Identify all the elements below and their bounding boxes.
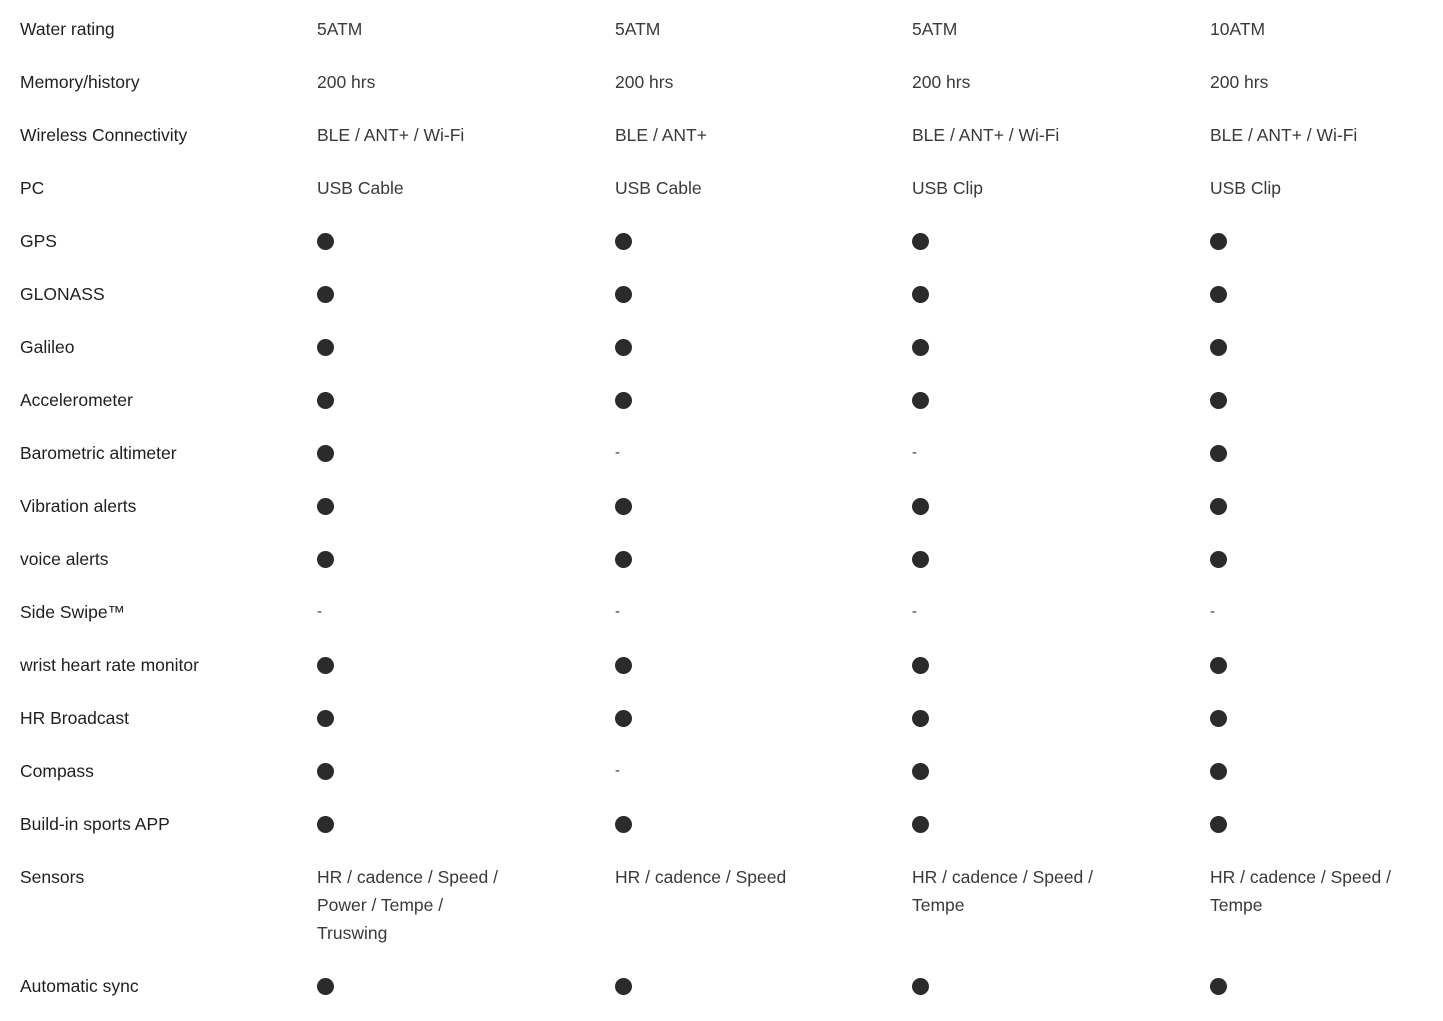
spec-label: Galileo — [20, 337, 75, 357]
filled-circle-icon — [317, 445, 334, 462]
feature-unsupported-dash: - — [1210, 603, 1215, 620]
spec-value: 200 hrs — [615, 72, 674, 92]
spec-value: BLE / ANT+ / Wi-Fi — [317, 125, 465, 145]
feature-unsupported-dash: - — [912, 444, 917, 461]
spec-label: Wireless Connectivity — [20, 125, 188, 145]
filled-circle-icon — [317, 657, 334, 674]
filled-circle-icon — [317, 763, 334, 780]
filled-circle-icon — [1210, 710, 1227, 727]
spec-label: voice alerts — [20, 549, 109, 569]
spec-label: Side Swipe™ — [20, 602, 126, 622]
spec-label: Sensors — [20, 867, 85, 887]
filled-circle-icon — [615, 392, 632, 409]
spec-value-line: HR / cadence / Speed / — [1210, 867, 1391, 887]
spec-label: GPS — [20, 231, 57, 251]
filled-circle-icon — [615, 498, 632, 515]
filled-circle-icon — [912, 551, 929, 568]
filled-circle-icon — [1210, 657, 1227, 674]
filled-circle-icon — [1210, 392, 1227, 409]
filled-circle-icon — [1210, 816, 1227, 833]
spec-label: PC — [20, 178, 45, 198]
spec-label: Automatic sync — [20, 976, 139, 996]
filled-circle-icon — [1210, 233, 1227, 250]
feature-unsupported-dash: - — [317, 603, 322, 620]
spec-value: 5ATM — [615, 19, 661, 39]
filled-circle-icon — [615, 339, 632, 356]
filled-circle-icon — [1210, 339, 1227, 356]
filled-circle-icon — [1210, 763, 1227, 780]
filled-circle-icon — [912, 978, 929, 995]
filled-circle-icon — [912, 710, 929, 727]
filled-circle-icon — [317, 286, 334, 303]
filled-circle-icon — [1210, 551, 1227, 568]
filled-circle-icon — [1210, 286, 1227, 303]
spec-value: 200 hrs — [912, 72, 971, 92]
spec-label: Build-in sports APP — [20, 814, 170, 834]
spec-label: Accelerometer — [20, 390, 133, 410]
filled-circle-icon — [317, 339, 334, 356]
spec-label: wrist heart rate monitor — [20, 655, 199, 675]
filled-circle-icon — [615, 551, 632, 568]
spec-value-line: Power / Tempe / — [317, 895, 444, 915]
filled-circle-icon — [615, 286, 632, 303]
feature-unsupported-dash: - — [615, 762, 620, 779]
feature-unsupported-dash: - — [615, 603, 620, 620]
spec-label: GLONASS — [20, 284, 105, 304]
filled-circle-icon — [912, 339, 929, 356]
filled-circle-icon — [615, 233, 632, 250]
filled-circle-icon — [912, 816, 929, 833]
spec-value-line: HR / cadence / Speed / — [317, 867, 498, 887]
spec-value-multiline — [912, 863, 1093, 919]
spec-value: 200 hrs — [317, 72, 376, 92]
spec-value: USB Cable — [317, 178, 404, 198]
spec-label: HR Broadcast — [20, 708, 129, 728]
spec-value: USB Clip — [1210, 178, 1281, 198]
filled-circle-icon — [317, 978, 334, 995]
spec-value-line: Tempe — [912, 895, 965, 915]
filled-circle-icon — [317, 551, 334, 568]
filled-circle-icon — [912, 392, 929, 409]
spec-value: BLE / ANT+ — [615, 125, 707, 145]
filled-circle-icon — [912, 657, 929, 674]
filled-circle-icon — [912, 763, 929, 780]
filled-circle-icon — [615, 657, 632, 674]
filled-circle-icon — [317, 816, 334, 833]
filled-circle-icon — [1210, 978, 1227, 995]
filled-circle-icon — [912, 286, 929, 303]
spec-value: BLE / ANT+ / Wi-Fi — [912, 125, 1060, 145]
spec-label: Water rating — [20, 19, 115, 39]
filled-circle-icon — [615, 816, 632, 833]
spec-value-line: Tempe — [1210, 895, 1263, 915]
spec-label: Vibration alerts — [20, 496, 137, 516]
filled-circle-icon — [317, 392, 334, 409]
spec-label: Barometric altimeter — [20, 443, 177, 463]
filled-circle-icon — [912, 233, 929, 250]
filled-circle-icon — [912, 498, 929, 515]
spec-value-line: HR / cadence / Speed / — [912, 867, 1093, 887]
spec-value-line: HR / cadence / Speed — [615, 867, 787, 887]
feature-unsupported-dash: - — [615, 444, 620, 461]
spec-value-multiline — [615, 863, 786, 891]
feature-unsupported-dash: - — [912, 603, 917, 620]
filled-circle-icon — [317, 710, 334, 727]
spec-value: USB Cable — [615, 178, 702, 198]
spec-value-line: Truswing — [317, 923, 388, 943]
filled-circle-icon — [317, 498, 334, 515]
spec-value: USB Clip — [912, 178, 983, 198]
spec-label: Memory/history — [20, 72, 140, 92]
spec-value-multiline — [317, 863, 498, 947]
filled-circle-icon — [1210, 445, 1227, 462]
spec-value: 5ATM — [912, 19, 958, 39]
spec-value-multiline — [1210, 863, 1391, 919]
spec-value: 10ATM — [1210, 19, 1266, 39]
spec-value: 5ATM — [317, 19, 363, 39]
filled-circle-icon — [317, 233, 334, 250]
spec-label: Compass — [20, 761, 94, 781]
spec-value: BLE / ANT+ / Wi-Fi — [1210, 125, 1358, 145]
spec-value: 200 hrs — [1210, 72, 1269, 92]
filled-circle-icon — [615, 710, 632, 727]
filled-circle-icon — [615, 978, 632, 995]
filled-circle-icon — [1210, 498, 1227, 515]
